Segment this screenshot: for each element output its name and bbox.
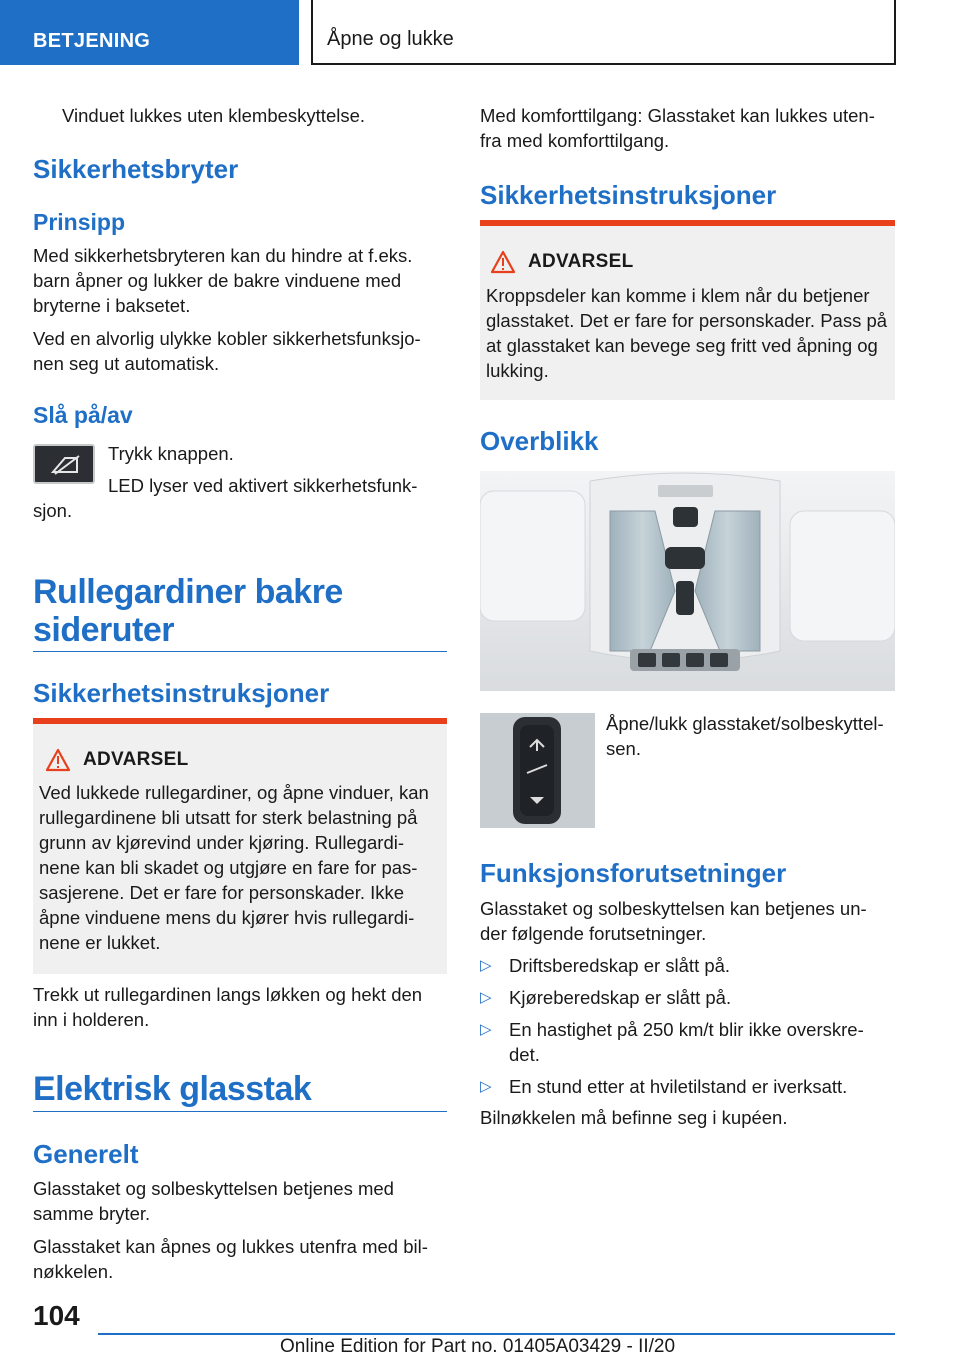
list-item: ▷ Kjøreberedskap er slått på. [480,987,732,1008]
onoff-text-2b: sjon. [33,500,73,521]
general-text-2: Glasstaket kan åpnes og lukkes utenfra med bil- nøkkelen. [33,1236,428,1282]
bullet-triangle-icon: ▷ [480,989,492,1006]
requirements-intro: Glasstaket og solbeskyttelsen kan betjenes un- der følgende forutsetninger. [480,898,867,944]
list-item: ▷ Driftsberedskap er slått på. [480,955,731,976]
section-tab [0,0,299,65]
principle-heading: Prinsipp [33,209,126,235]
list-item: ▷ En stund etter at hviletilstand er iverksatt. [480,1076,848,1097]
bullet-triangle-icon: ▷ [480,1078,492,1095]
key-note: Bilnøkkelen må befinne seg i kupéen. [480,1107,788,1128]
sunroof-switch-image [480,713,595,828]
principle-text-2: Ved en alvorlig ulykke kobler sikkerhetsfunksjo- nen seg ut automatisk. [33,328,421,374]
sunroof-warning-text: Kroppsdeler kan komme i klem når du betjener glasstaket. Det er fare for personskader. Pass på at glasstaket kan bevege seg fritt ved åpning og lukking. [486,285,888,381]
onoff-text-2a: LED lyser ved aktivert sikkerhetsfunk- [108,475,418,496]
onoff-text-1: Trykk knappen. [108,443,234,464]
chapter-label: Åpne og lukke [327,28,454,50]
sunroof-safety-heading: Sikkerhetsinstruksjoner [480,180,777,210]
switch-caption: Åpne/lukk glasstaket/solbeskyttel- sen. [606,713,884,759]
bullet-triangle-icon: ▷ [480,957,492,974]
bullet-triangle-icon: ▷ [480,1021,492,1038]
chapter-rule [33,651,447,652]
comfort-access-text: Med komforttilgang: Glasstaket kan lukkes uten- fra med komforttilgang. [480,105,875,151]
blinds-warning-text: Ved lukkede rullegardiner, og åpne vinduer, kan rullegardinene bli utsatt for sterk belastning på grunn av kjørevind under kjøring. Rullegardi- nene kan bli skadet og utgjøre en fare for pas- sasjerene. Det er fare for personskader. Ikke åpne vinduene mens du kjører hvis rullegardi- nene er lukket. [39,782,429,953]
principle-text-1: Med sikkerhetsbryteren kan du hindre at f.eks. barn åpner og lukker de bakre vinduene med bryterne i baksetet. [33,245,413,316]
warning-label: ADVARSEL [528,251,634,272]
chapter-rule [33,1111,447,1112]
intro-text: Vinduet lukkes uten klembeskyttelse. [62,105,366,126]
general-text-1: Glasstaket og solbeskyttelsen betjenes med samme bryter. [33,1178,394,1224]
list-item: ▷ En hastighet på 250 km/t blir ikke overskre- det. [480,1019,864,1065]
sunroof-warning-box [480,220,895,400]
window-lock-icon [35,446,93,482]
overhead-console-image [480,471,895,691]
sunroof-chapter-title: Elektrisk glasstak [33,1070,312,1108]
warning-triangle-icon [45,748,71,772]
general-heading: Generelt [33,1139,139,1169]
footer-rule [98,1333,895,1335]
blinds-instruction: Trekk ut rullegardinen langs løkken og hekt den inn i holderen. [33,984,423,1030]
onoff-heading: Slå på/av [33,402,133,428]
requirements-heading: Funksjonsforutsetninger [480,858,787,888]
page-number: 104 [33,1300,80,1331]
warning-triangle-icon [490,250,516,274]
edition-note: Online Edition for Part no. 01405A03429 - II/20 [280,1336,676,1357]
sunroof-switch-illustration [480,713,595,828]
section-label: BETJENING [33,30,151,52]
overview-heading: Overblikk [480,426,599,456]
warning-label: ADVARSEL [83,749,189,770]
blinds-chapter-title: Rullegardiner bakre sideruter [33,573,343,649]
overhead-console-illustration [480,471,895,691]
blinds-warning-box [33,718,447,974]
window-lock-button-image [33,444,95,484]
chapter-tab [311,0,896,65]
safety-switch-heading: Sikkerhetsbryter [33,154,239,184]
blinds-safety-heading: Sikkerhetsinstruksjoner [33,678,330,708]
